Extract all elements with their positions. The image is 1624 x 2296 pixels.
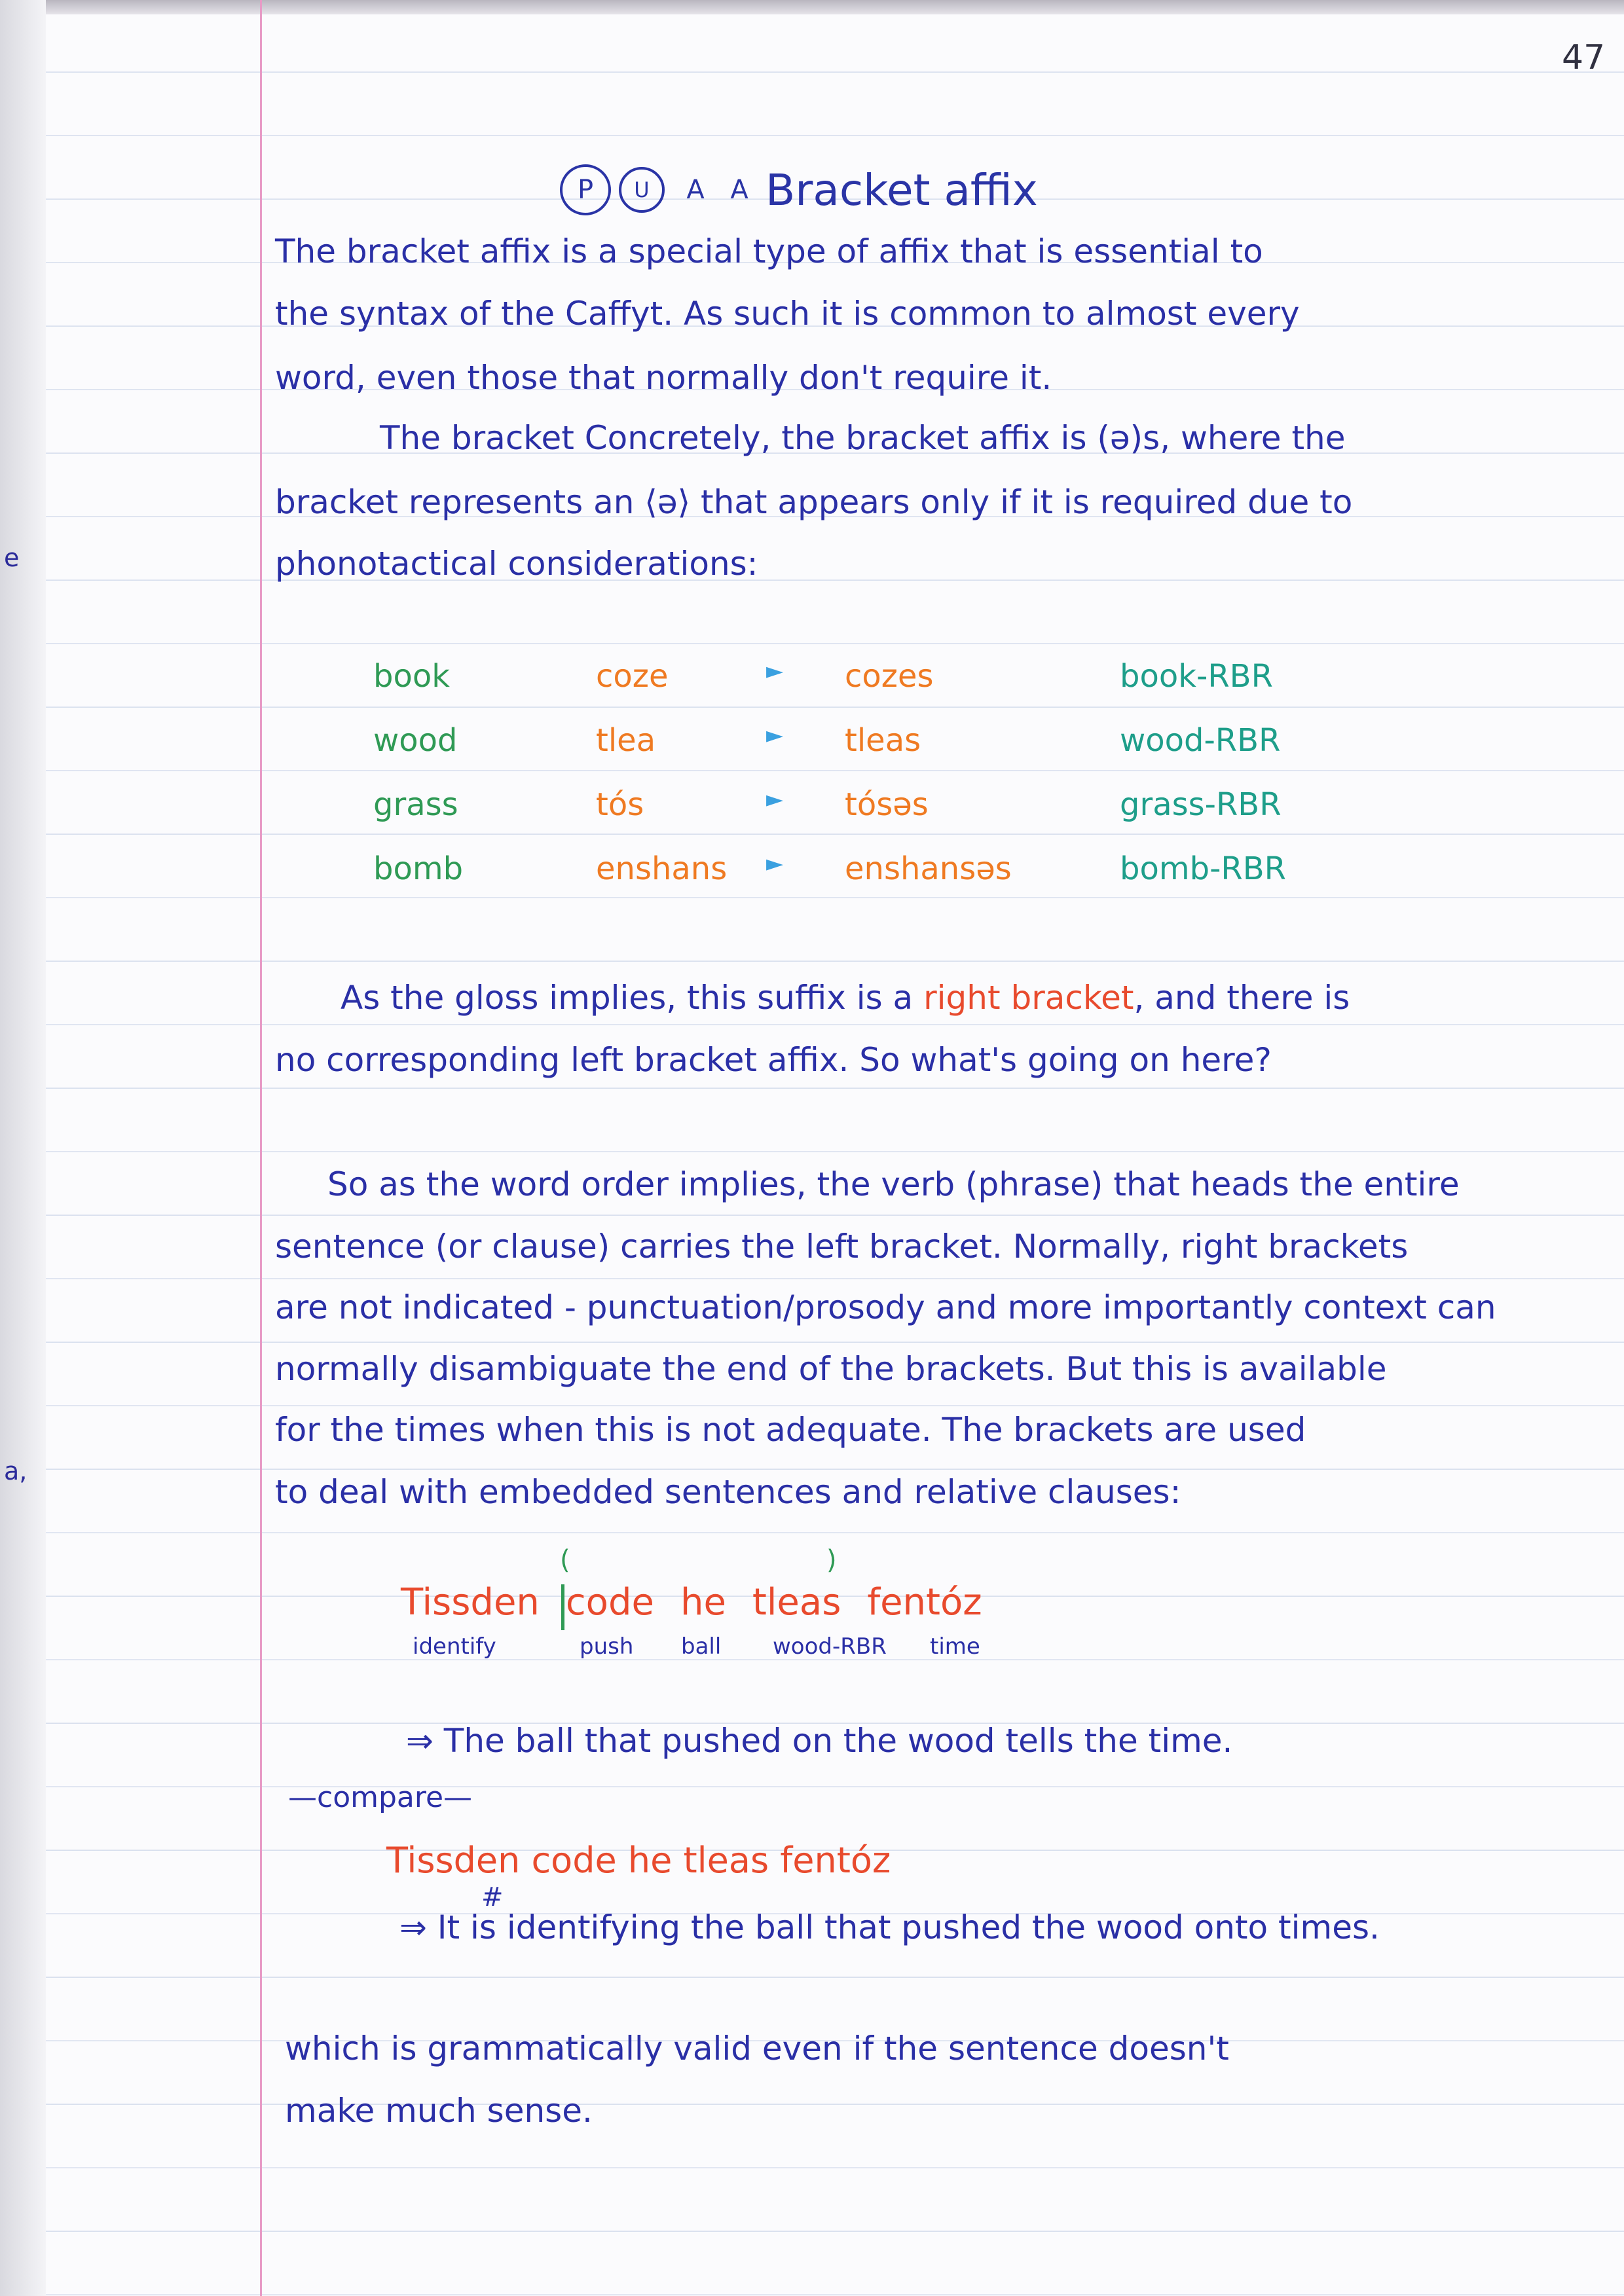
p4-line-2: sentence (or clause) carries the left bracket. Normally, right brackets	[275, 1228, 1409, 1266]
table-row	[373, 786, 1356, 850]
affixed-form: tleas	[845, 722, 921, 759]
gloss: wood-RBR	[1120, 722, 1281, 759]
example-word: tleas	[752, 1581, 841, 1624]
affixed-form: cozes	[845, 658, 934, 695]
example-word: he	[680, 1581, 726, 1624]
example-gloss: time	[930, 1633, 980, 1660]
p2-line-1: The bracket Concretely, the bracket affix is (ə)s, where the	[380, 419, 1346, 457]
open-bracket-mark: (	[560, 1545, 570, 1575]
p4-line-4: normally disambiguate the end of the brackets. But this is available	[275, 1350, 1387, 1388]
table-row	[373, 850, 1356, 915]
english-word: book	[373, 658, 450, 695]
p1-line-2: the syntax of the Caffyt. As such it is common to almost every	[275, 295, 1300, 333]
affixed-form: tósəs	[845, 786, 929, 823]
affix-examples-table	[373, 658, 1356, 915]
example-gloss: push	[580, 1633, 634, 1660]
example-gloss: identify	[413, 1633, 496, 1660]
p3-text-b: , and there is	[1134, 979, 1350, 1017]
edge-mark: e	[4, 543, 20, 572]
example-word: Tissden	[401, 1581, 540, 1624]
example-gloss: ball	[681, 1633, 722, 1660]
title-text: Bracket affix	[766, 164, 1038, 215]
p3-line-2: no corresponding left bracket affix. So what's going on here?	[275, 1041, 1272, 1079]
gloss: bomb-RBR	[1120, 850, 1287, 887]
p5-line-1: which is grammatically valid even if the sentence doesn't	[285, 2030, 1229, 2068]
p4-line-5: for the times when this is not adequate. The brackets are used	[275, 1411, 1306, 1449]
right-bracket-term: right bracket	[923, 979, 1134, 1017]
section-title	[560, 154, 1038, 226]
english-word: grass	[373, 786, 458, 823]
p3-text-a: As the gloss implies, this suffix is a	[341, 979, 913, 1017]
p4-line-6: to deal with embedded sentences and relative clauses:	[275, 1473, 1181, 1511]
page-top-edge	[0, 0, 1624, 14]
stem-word: coze	[596, 658, 669, 695]
example-word: fentóz	[867, 1581, 982, 1624]
gloss: grass-RBR	[1120, 786, 1282, 823]
p2-line-2: bracket represents an ⟨ə⟩ that appears only if it is required due to	[275, 483, 1353, 521]
stem-word: tós	[596, 786, 644, 823]
triangle-icon: A	[686, 175, 705, 205]
p-circle-icon: P	[560, 164, 611, 215]
affixed-form: enshansəs	[845, 850, 1012, 887]
arrow-icon: ►	[766, 850, 784, 877]
table-row	[373, 722, 1356, 786]
small-a-icon: A	[730, 175, 748, 205]
stem-word: tlea	[596, 722, 656, 759]
english-word: wood	[373, 722, 458, 759]
example1-sentence	[401, 1581, 982, 1624]
p4-line-3: are not indicated - punctuation/prosody and more importantly context can	[275, 1288, 1496, 1326]
p1-line-1: The bracket affix is a special type of affix that is essential to	[275, 232, 1263, 270]
example2-sentence: Tissden code he tleas fentóz	[386, 1840, 891, 1881]
p1-line-3: word, even those that normally don't require it.	[275, 359, 1052, 397]
edge-mark: a,	[4, 1457, 28, 1485]
english-word: bomb	[373, 850, 464, 887]
example1-translation: ⇒ The ball that pushed on the wood tells the time.	[406, 1722, 1233, 1760]
arrow-icon: ►	[766, 722, 784, 748]
example-gloss: wood-RBR	[773, 1633, 887, 1660]
p4-line-1: So as the word order implies, the verb (phrase) that heads the entire	[327, 1165, 1460, 1203]
table-row	[373, 658, 1356, 722]
notebook-binding	[0, 0, 46, 2296]
compare-label: —compare—	[288, 1781, 473, 1814]
p3-line-1	[341, 979, 1350, 1017]
p5-line-2: make much sense.	[285, 2092, 593, 2130]
ungrammatical-mark: #	[481, 1882, 504, 1912]
u-circle-icon: U	[619, 167, 665, 213]
close-bracket-mark: )	[826, 1545, 837, 1575]
margin-line	[260, 0, 262, 2296]
stem-word: enshans	[596, 850, 728, 887]
arrow-icon: ►	[766, 786, 784, 812]
gloss: book-RBR	[1120, 658, 1273, 695]
arrow-icon: ►	[766, 658, 784, 684]
p2-line-3: phonotactical considerations:	[275, 545, 758, 583]
page-number: 47	[1562, 38, 1606, 77]
example-word: code	[565, 1581, 654, 1624]
example2-translation: ⇒ It is identifying the ball that pushed the wood onto times.	[399, 1908, 1380, 1946]
